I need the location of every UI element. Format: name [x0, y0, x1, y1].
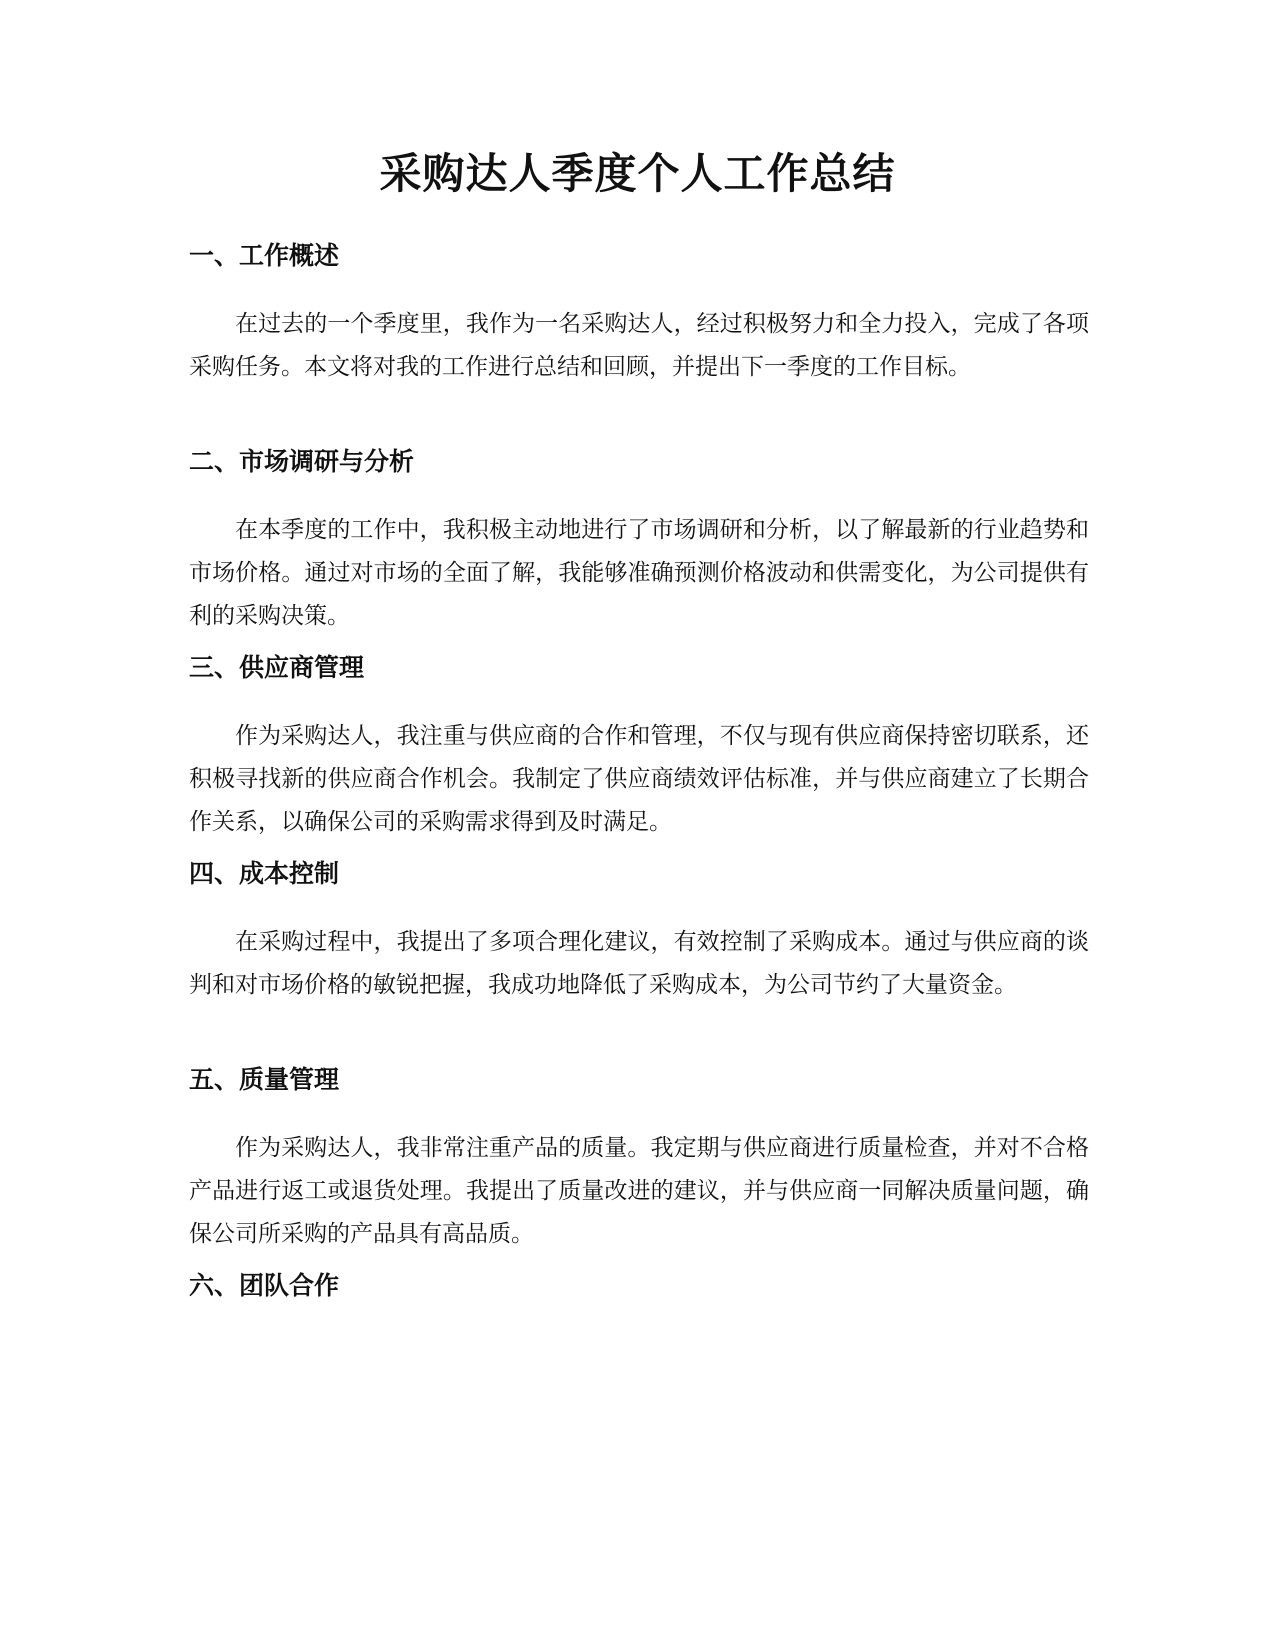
section-teamwork: [189, 1270, 1089, 1302]
section-heading: 五、质量管理: [189, 1065, 340, 1094]
section-heading: 一、工作概述: [189, 241, 340, 270]
document-title: 采购达人季度个人工作总结: [379, 149, 896, 198]
section-paragraph: 在本季度的工作中，我积极主动地进行了市场调研和分析，以了解最新的行业趋势和市场价格。通过对市场的全面了解，我能够准确预测价格波动和供需变化，为公司提供有利的采购决策。: [189, 517, 1089, 629]
section-supplier-management: [189, 652, 1089, 844]
section-work-overview: [189, 240, 1089, 389]
section-paragraph: 在采购过程中，我提出了多项合理化建议，有效控制了采购成本。通过与供应商的谈判和对市场价格的敏锐把握，我成功地降低了采购成本，为公司节约了大量资金。: [189, 929, 1089, 998]
section-heading: 三、供应商管理: [189, 653, 365, 682]
section-quality-management: [189, 1064, 1089, 1256]
section-cost-control: [189, 858, 1089, 1007]
section-heading: 四、成本控制: [189, 859, 340, 888]
section-heading: 二、市场调研与分析: [189, 447, 415, 476]
section-paragraph: 在过去的一个季度里，我作为一名采购达人，经过积极努力和全力投入，完成了各项采购任务。本文将对我的工作进行总结和回顾，并提出下一季度的工作目标。: [189, 311, 1089, 380]
section-paragraph: 作为采购达人，我非常注重产品的质量。我定期与供应商进行质量检查，并对不合格产品进行返工或退货处理。我提出了质量改进的建议，并与供应商一同解决质量问题，确保公司所采购的产品具有高品质。: [189, 1135, 1089, 1247]
section-market-research: [189, 446, 1089, 638]
section-paragraph: 作为采购达人，我注重与供应商的合作和管理，不仅与现有供应商保持密切联系，还积极寻找新的供应商合作机会。我制定了供应商绩效评估标准，并与供应商建立了长期合作关系，以确保公司的采购需求得到及时满足。: [189, 723, 1089, 835]
section-heading: 六、团队合作: [189, 1271, 340, 1300]
